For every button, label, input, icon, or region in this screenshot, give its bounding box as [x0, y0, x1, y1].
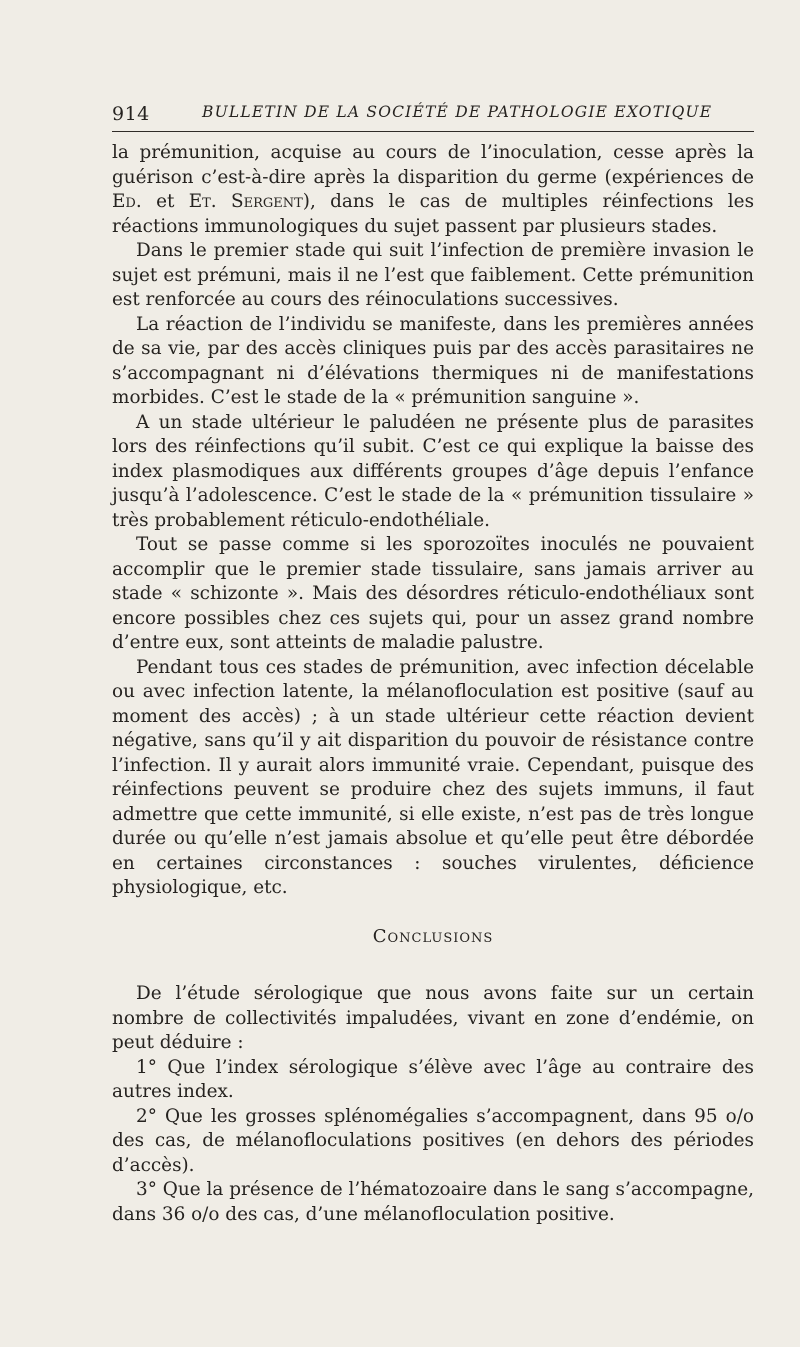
page-number: 914 — [112, 103, 150, 125]
paragraph: La réaction de l’individu se manifeste, dans les premières années de sa vie, par des accès cliniques puis par des accès parasitaires ne s’accompagnant ni d’élévations thermiques ni de manifestations morbides. C’est le stade de la « prémunition sanguine ». — [112, 313, 754, 408]
conclusion-item: 2° Que les grosses splénomégalies s’accompagnent, dans 95 o/o des cas, de mélanofloculations positives (en dehors des périodes d’accès). — [112, 1105, 754, 1176]
running-title: BULLETIN DE LA SOCIÉTÉ DE PATHOLOGIE EXOTIQUE — [202, 103, 713, 121]
conclusions-heading: Conclusions — [372, 925, 494, 947]
author-reference: Et. Sergent — [188, 191, 303, 212]
conclusion-item: 3° Que la présence de l’hématozoaire dans le sang s’accompagne, dans 36 o/o des cas, d’une mélanofloculation positive. — [112, 1179, 754, 1225]
page-header — [112, 103, 752, 127]
paragraph: la prémunition, acquise au cours de l’inoculation, cesse après la guérison c’est-à-dire après la disparition du germe (expériences de Ed. et Et. Sergent), dans le cas de multiples réinfections les réactions immunologiques du sujet passent par plusieurs stades. — [112, 142, 755, 237]
paragraph: A un stade ultérieur le paludéen ne présente plus de parasites lors des réinfections qu’il subit. C’est ce qui explique la baisse des index plasmodiques aux différents groupes d’âge depuis l’enfance jusqu’à l’adolescence. C’est le stade de la « prémunition tissulaire » très probablement réticulo-endothéliale. — [112, 411, 754, 531]
header-rule — [112, 131, 754, 132]
paragraph: Dans le premier stade qui suit l’infection de première invasion le sujet est prémuni, mais il ne l’est que faiblement. Cette prémunition est renforcée au cours des réinoculations successives. — [112, 240, 754, 310]
author-reference: Ed. — [112, 191, 142, 212]
body-text — [112, 141, 754, 1227]
conclusions-intro: De l’étude sérologique que nous avons faite sur un certain nombre de collectivités impaludées, vivant en zone d’endémie, on peut déduire : — [112, 983, 754, 1053]
paragraph: Tout se passe comme si les sporozoïtes inoculés ne pouvaient accomplir que le premier stade tissulaire, sans jamais arriver au stade « schizonte ». Mais des désordres réticulo-endothéliaux sont encore possibles chez ces sujets qui, pour un assez grand nombre d’entre eux, sont atteints de maladie palustre. — [112, 534, 754, 653]
conclusion-item: 1° Que l’index sérologique s’élève avec l’âge au contraire des autres index. — [112, 1056, 754, 1102]
paragraph: Pendant tous ces stades de prémunition, avec infection décelable ou avec infection latente, la mélanofloculation est positive (sauf au moment des accès) ; à un stade ultérieur cette réaction devient négative, sans qu’il y ait disparition du pouvoir de résistance contre l’infection. Il y aurait alors immunité vraie. Cependant, puisque des réinfections peuvent se produire chez des sujets immuns, il faut admettre que cette immunité, si elle existe, n’est pas de très longue durée ou qu’elle n’est jamais absolue et qu’elle peut être débordée en certaines circonstances : souches virulentes, déficience physiologique, etc. — [112, 656, 754, 898]
